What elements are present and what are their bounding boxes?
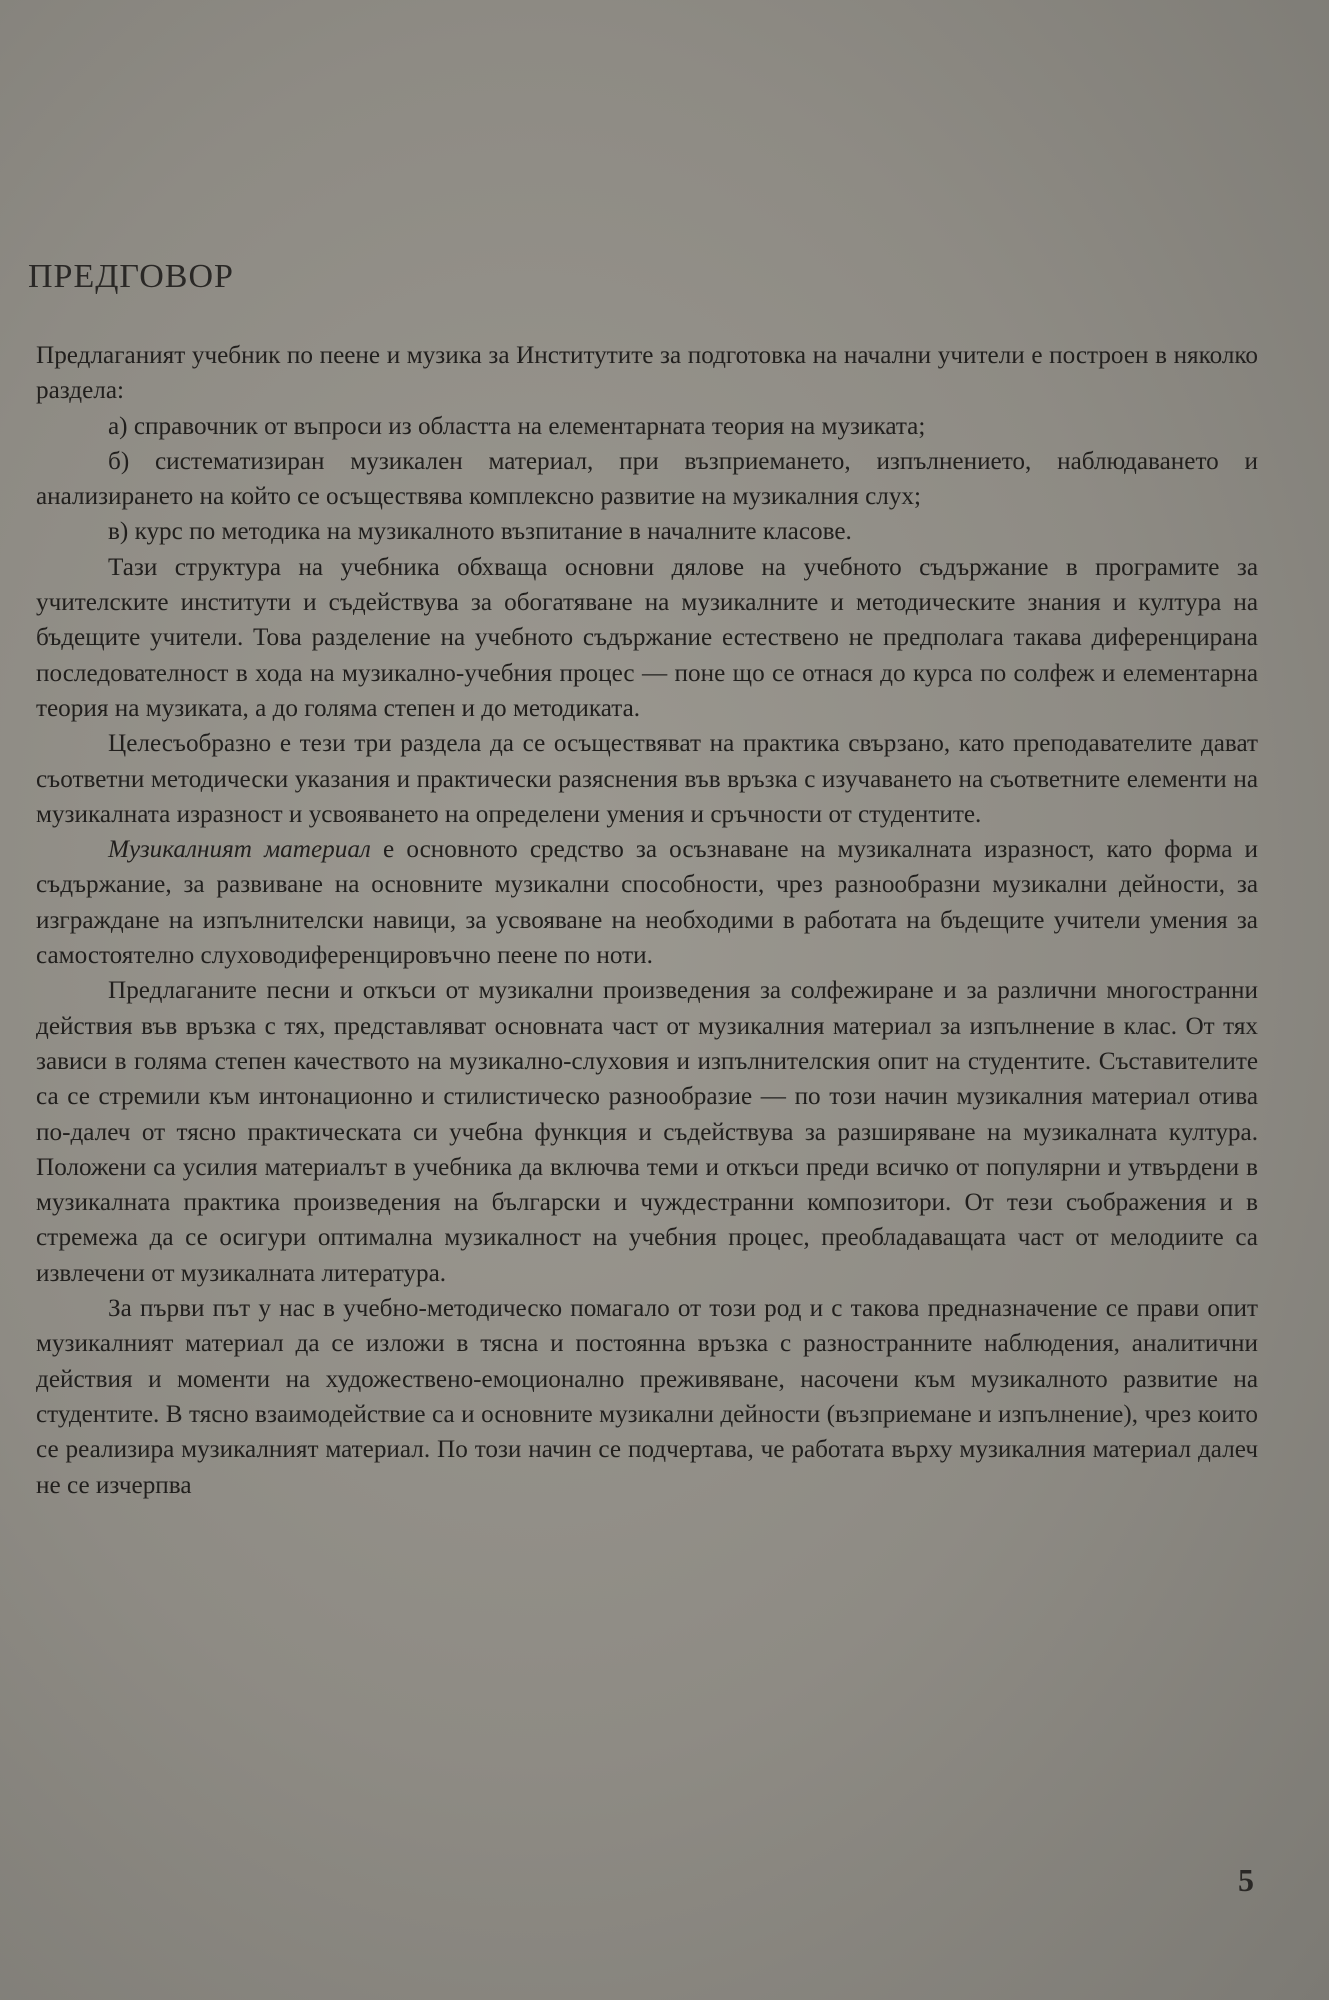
body-text — [36, 338, 1258, 1503]
page-number: 5 — [1238, 1862, 1254, 1898]
paragraph-structure: Тази структура на учебника обхваща основни дялове на учебното съдържание в програмите за учителските институти и съдействува за обогатяване на музикалните и методическите знания и култура на бъдещите учители. Това разделение на учебното съдържание естествено не предполага такава диференцирана последователност в хода на музикално-учебния процес — поне що се отнася до курса по солфеж и елементарна теория на музиката, а до голяма степен и до методиката. — [36, 553, 1258, 722]
paragraph-first-time: За първи път у нас в учебно-методическо помагало от този род и с такова предназначение се прави опит музикалният материал да се изложи в тясна и постоянна връзка с разностранните наблюдения, аналитични действия и моменти на художествено-емоционално преживяване, насочени към музикалното развитие на студентите. В тясно взаимодействие са и основните музикални дейности (възприемане и изпълнение), чрез които се реализира музикалният материал. По този начин се подчертава, че работата върху музикалния материал далеч не се изчерпва — [36, 1295, 1258, 1499]
paragraph-songs: Предлаганите песни и откъси от музикални произведения за солфежиране и за различни многостранни действия във връзка с тях, представляват основната част от музикалния материал за изпълнение в клас. От тях зависи в голяма степен качеството на музикално-слуховия и изпълнителския опит на студентите. Съставителите са се стремили към интонационно и стилистическо разнообразие — по този начин музикалния материал отива по-далеч от тясно практическата си учебна функция и съдействува за разширяване на музикалната култура. Положени са усилия материалът в учебника да включва теми и откъси преди всичко от популярни и утвърдени в музикалната практика произведения на български и чуждестранни композитори. От тези съображения и в стремежа да се осигури оптимална музикалност на учебния процес, преобладаващата част от мелодиите са извлечени от музикалната литература. — [36, 977, 1258, 1287]
paragraph-practice: Целесъобразно е тези три раздела да се осъществяват на практика свързано, като преподавателите дават съответни методически указания и практически разяснения във връзка с изучаването на съответните елементи на музикалната изразност и усвояването на определени умения и сръчности от студентите. — [36, 730, 1258, 828]
paragraph-material-text: е основното средство за осъзнаване на музикалната изразност, като форма и съдържание, за развиване на основните музикални способности, чрез разнообразни музикални дейности, за изграждане на изпълнителски навици, за усвояване на необходими в работата на бъдещите учители умения за самостоятелно слуховодиференцировъчно пеене по ноти. — [36, 836, 1258, 970]
paragraph-material — [36, 832, 1258, 973]
italic-lead: Музикалният материал — [108, 836, 371, 864]
list-item-a: а) справочник от въпроси из областта на елементарната теория на музиката; — [108, 412, 926, 440]
list-item-b: б) систематизиран музикален материал, при възприемането, изпълнението, наблюдаването и анализирането на който се осъществява комплексно развитие на музикалния слух; — [36, 447, 1258, 511]
paragraph-intro: Предлаганият учебник по пеене и музика за Институтите за подготовка на начални учители е построен в няколко раздела: — [36, 342, 1258, 405]
page-title: ПРЕДГОВОР — [28, 258, 234, 295]
list-item-c: в) курс по методика на музикалното възпитание в началните класове. — [108, 518, 852, 546]
